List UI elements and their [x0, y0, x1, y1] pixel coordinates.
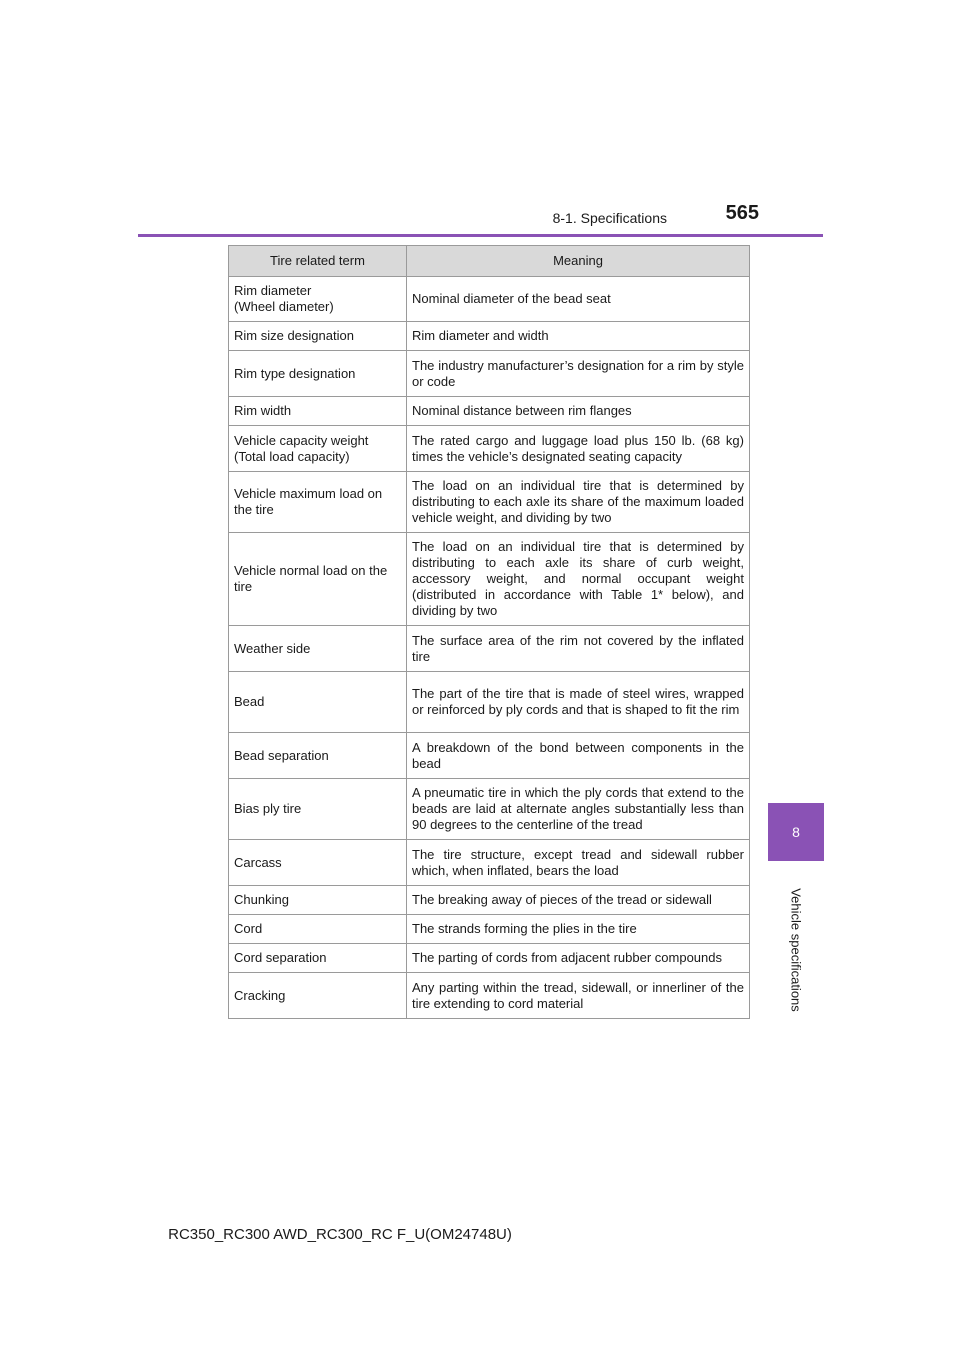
term-cell: Bead — [229, 672, 407, 733]
table-row — [229, 533, 750, 626]
term-cell: Vehicle capacity weight (Total load capacity) — [229, 426, 407, 472]
meaning-cell: The load on an individual tire that is determined by distributing to each axle its share of the maximum loaded vehicle weight, and dividing by two — [407, 472, 750, 533]
term-cell: Chunking — [229, 886, 407, 915]
chapter-tab: 8 — [768, 803, 824, 861]
meaning-cell: The part of the tire that is made of steel wires, wrapped or reinforced by ply cords and that is shaped to fit the rim — [407, 672, 750, 733]
meaning-cell: The surface area of the rim not covered by the inflated tire — [407, 626, 750, 672]
term-cell: Rim width — [229, 397, 407, 426]
table-row — [229, 426, 750, 472]
table-row — [229, 626, 750, 672]
table-row — [229, 472, 750, 533]
term-cell: Vehicle normal load on the tire — [229, 533, 407, 626]
table-row — [229, 397, 750, 426]
term-cell: Rim diameter (Wheel diameter) — [229, 277, 407, 322]
term-cell: Weather side — [229, 626, 407, 672]
term-cell: Cracking — [229, 973, 407, 1019]
meaning-cell: The industry manufacturer’s designation for a rim by style or code — [407, 351, 750, 397]
term-cell: Cord — [229, 915, 407, 944]
table-row — [229, 886, 750, 915]
meaning-cell: The rated cargo and luggage load plus 150 lb. (68 kg) times the vehicle’s designated seating capacity — [407, 426, 750, 472]
table-row — [229, 351, 750, 397]
column-header-term: Tire related term — [229, 246, 407, 277]
meaning-cell: The tire structure, except tread and sidewall rubber which, when inflated, bears the load — [407, 840, 750, 886]
term-cell: Vehicle maximum load on the tire — [229, 472, 407, 533]
meaning-cell: Any parting within the tread, sidewall, or innerliner of the tire extending to cord material — [407, 973, 750, 1019]
tire-terms-table — [228, 245, 750, 1019]
meaning-cell: Rim diameter and width — [407, 322, 750, 351]
meaning-cell: Nominal distance between rim flanges — [407, 397, 750, 426]
table-row — [229, 277, 750, 322]
meaning-cell: A breakdown of the bond between components in the bead — [407, 733, 750, 779]
table-row — [229, 733, 750, 779]
meaning-cell: A pneumatic tire in which the ply cords that extend to the beads are laid at alternate angles substantially less than 90 degrees to the centerline of the tread — [407, 779, 750, 840]
chapter-label: Vehicle specifications — [788, 888, 804, 1012]
meaning-cell: The parting of cords from adjacent rubber compounds — [407, 944, 750, 973]
meaning-cell: The breaking away of pieces of the tread or sidewall — [407, 886, 750, 915]
table-row — [229, 915, 750, 944]
model-code-footer: RC350_RC300 AWD_RC300_RC F_U(OM24748U) — [168, 1226, 512, 1243]
table-row — [229, 322, 750, 351]
term-cell: Carcass — [229, 840, 407, 886]
table-row — [229, 779, 750, 840]
table-row — [229, 672, 750, 733]
page-header — [138, 200, 823, 237]
table-row — [229, 944, 750, 973]
term-cell: Cord separation — [229, 944, 407, 973]
page-number: 565 — [725, 202, 759, 224]
table-row — [229, 973, 750, 1019]
table-header-row — [229, 246, 750, 277]
meaning-cell: Nominal diameter of the bead seat — [407, 277, 750, 322]
table-row — [229, 840, 750, 886]
term-cell: Rim type designation — [229, 351, 407, 397]
column-header-meaning: Meaning — [407, 246, 750, 277]
term-cell: Bead separation — [229, 733, 407, 779]
term-cell: Rim size designation — [229, 322, 407, 351]
meaning-cell: The load on an individual tire that is determined by distributing to each axle its share of curb weight, accessory weight, and normal occupant weight (distributed in accordance with Table 1* below), and dividing by two — [407, 533, 750, 626]
term-cell: Bias ply tire — [229, 779, 407, 840]
section-title: 8-1. Specifications — [552, 210, 667, 226]
meaning-cell: The strands forming the plies in the tire — [407, 915, 750, 944]
